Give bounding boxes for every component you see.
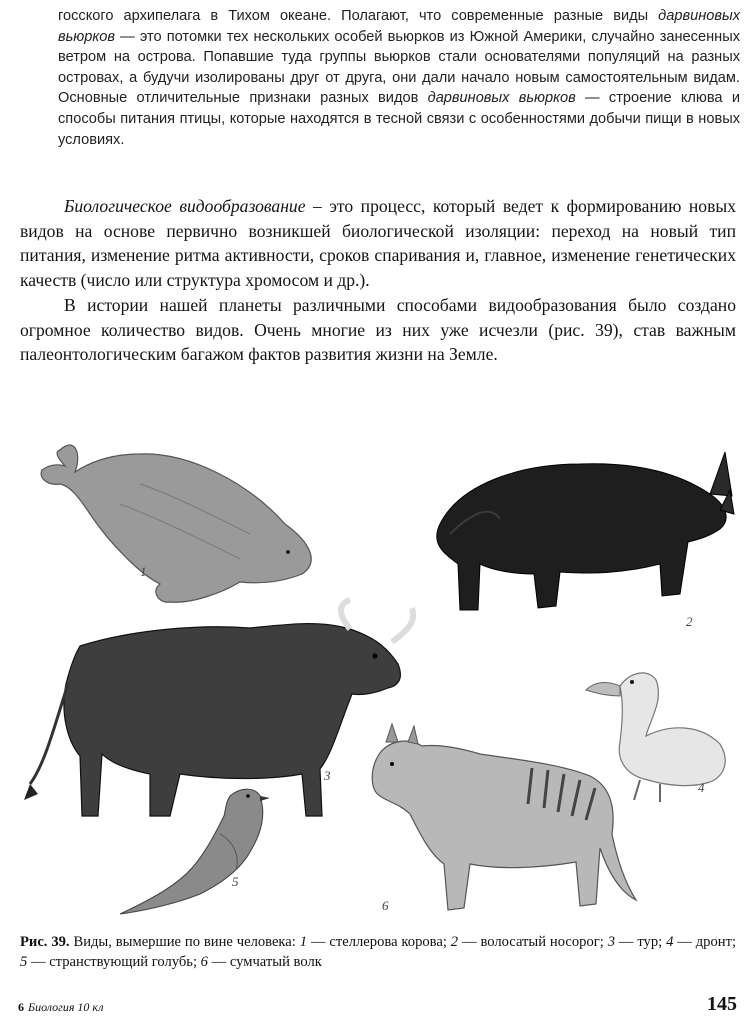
caption-text-a: Виды, вымершие по вине человека: [69,934,300,950]
caption-n2: 2 [450,934,459,950]
paragraph-speciation-text: – это процесс, который ведет к формированию новых видов на основе первично возникшей биологической изоляции: переход на новый тип питания, изменение ритма активности, сроков спаривания и, главное, изменение генетических качеств (число или структура хромосом и др.). [20,196,736,291]
figure-caption [20,932,736,972]
caption-n4: 4 [666,934,674,950]
thylacine-icon [372,724,636,910]
caption-t4: — дронт; [673,934,737,950]
book-title: Биология 10 кл [28,1000,104,1014]
caption-n3: 3 [607,934,615,950]
intro-paragraph [58,6,740,150]
figure-label-3: 3 [324,768,331,783]
caption-n5: 5 [20,954,28,970]
figure-label-5: 5 [232,874,239,889]
intro-term-1: дарвиновых вьюрков [58,8,740,45]
woolly-rhinoceros-icon [437,452,734,610]
figure-label-1: 1 [140,564,147,579]
caption-n6: 6 [200,954,208,970]
footer-signature [18,1000,104,1015]
caption-n1: 1 [299,934,308,950]
signature-number: 6 [18,1000,24,1014]
figure-label-4: 4 [698,780,705,795]
page-number: 145 [707,993,737,1015]
caption-t3: — тур; [615,934,667,950]
caption-t1: — стеллерова корова; [307,934,451,950]
caption-t2: — волосатый носорог; [458,934,608,950]
intro-text-1: госского архипелага в Тихом океане. Полагают, что современные разные виды [58,8,659,24]
paragraph-speciation [20,194,736,293]
caption-label: Рис. 39. [20,934,70,950]
caption-t6: — сумчатый волк [207,954,322,970]
paragraph-history: В истории нашей планеты различными способами видообразования было создано огромное количество видов. Очень многие из них уже исчезли (рис. 39), став важным палеонтологическим багажом фактов развития жизни на Земле. [20,294,736,365]
steller-sea-cow-icon [41,445,311,602]
figure-extinct-species [20,424,736,924]
intro-term-2: дарвиновых вьюрков [427,90,576,107]
intro-text-3: — строение клюва и способы питания птицы, которые находятся в тесной связи с особенностями добычи пищи в новых условиях. [58,90,740,148]
passenger-pigeon-icon [120,789,270,914]
figure-illustration [20,424,736,924]
term-speciation: Биологическое видообразование [64,196,306,216]
main-text [20,194,736,367]
caption-t5: — странствующий голубь; [27,954,201,970]
figure-label-6: 6 [382,898,389,913]
aurochs-icon [24,600,413,816]
figure-label-2: 2 [686,614,693,629]
intro-text-2: — это потомки тех нескольких особей вьюрков из Южной Америки, случайно занесенных ветром на острова. Попавшие туда группы вьюрков стали основателями популяций на разных островах, а будучи изолированы друг от друга, они дали начало новым самостоятельным видам. Основные отличительные признаки разных видов [58,28,740,107]
